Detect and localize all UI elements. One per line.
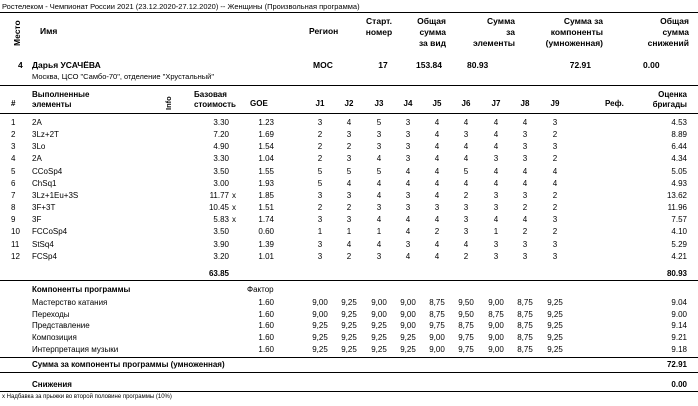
element-num: 5: [11, 166, 16, 176]
component-name: Композиция: [32, 333, 77, 343]
component-name: Мастерство катания: [32, 298, 108, 307]
element-panel-score: 8.89: [671, 130, 687, 140]
component-judge-score: 8,75: [517, 298, 533, 307]
judge-score: 4: [434, 142, 440, 152]
total-segment-header: Общая сумма за вид: [417, 16, 446, 48]
judge-score: 4: [376, 215, 382, 225]
component-score: 9.14: [671, 321, 687, 331]
judge-score: 1: [493, 227, 499, 237]
judge-score: 4: [522, 215, 528, 225]
table-row: [0, 191, 698, 202]
elements-total-header: Сумма за элементы: [473, 16, 515, 48]
element-num: 11: [11, 239, 20, 249]
judge-score: 4: [434, 239, 440, 249]
judge-score: 3: [317, 190, 323, 200]
judge-score: 4: [463, 178, 469, 188]
component-judge-score: 9,00: [400, 321, 416, 331]
ref-header: Реф.: [605, 99, 624, 108]
component-judge-score: 9,00: [400, 309, 416, 319]
component-judge-score: 9,50: [458, 298, 474, 307]
component-judge-score: 9,00: [429, 333, 445, 343]
component-judge-score: 9,00: [312, 298, 328, 307]
table-row: [0, 227, 698, 238]
judge-score: 4: [376, 239, 382, 249]
judge-score: 4: [493, 130, 499, 140]
component-judge-score: 9,25: [547, 321, 563, 331]
component-row: [0, 298, 698, 309]
element-num: 4: [11, 154, 16, 164]
element-panel-score: 6.44: [671, 142, 687, 152]
element-goe: 1.04: [258, 154, 274, 164]
judge-score: 2: [463, 251, 469, 261]
judge-header: J5: [432, 99, 442, 108]
element-code: StSq4: [32, 239, 54, 249]
component-judge-score: 9,75: [458, 344, 474, 354]
judge-score: 3: [463, 203, 469, 213]
judge-score: 4: [376, 154, 382, 164]
skater-rank: 4: [18, 60, 23, 70]
judge-score: 2: [346, 203, 352, 213]
judge-score: 4: [434, 154, 440, 164]
element-panel-score: 4.53: [671, 118, 687, 127]
judge-score: 3: [405, 130, 411, 140]
component-score: 9.18: [671, 344, 687, 354]
region-header: Регион: [309, 26, 339, 36]
judge-score: 1: [376, 227, 382, 237]
component-judge-score: 8,75: [517, 344, 533, 354]
judge-score: 3: [434, 203, 440, 213]
skater-start-number: 17: [378, 60, 388, 70]
judge-score: 3: [493, 154, 499, 164]
element-panel-score: 4.93: [671, 178, 687, 188]
component-judge-score: 9,00: [488, 344, 504, 354]
component-score: 9.04: [671, 298, 687, 307]
judge-score: 4: [493, 142, 499, 152]
element-num: 3: [11, 142, 16, 152]
judge-score: 3: [522, 239, 528, 249]
judge-score: 3: [317, 118, 323, 127]
judge-header: J2: [344, 99, 354, 108]
judge-score: 3: [522, 142, 528, 152]
divider: [0, 372, 698, 373]
judge-score: 5: [463, 166, 469, 176]
element-goe: 1.01: [258, 251, 274, 261]
table-row: [0, 203, 698, 214]
skater-name: Дарья УСАЧЁВА: [32, 60, 101, 70]
judge-score: 3: [376, 203, 382, 213]
component-judge-score: 9,25: [547, 344, 563, 354]
element-goe: 1.39: [258, 239, 274, 249]
judge-score: 3: [522, 251, 528, 261]
judge-score: 2: [552, 154, 558, 164]
element-code: 3Lo: [32, 142, 46, 152]
component-judge-score: 9,00: [488, 298, 504, 307]
element-goe: 1.93: [258, 178, 274, 188]
element-panel-score: 4.34: [671, 154, 687, 164]
component-judge-score: 9,25: [371, 344, 387, 354]
component-name: Переходы: [32, 309, 70, 319]
judge-score: 2: [552, 203, 558, 213]
skater-region: МОС: [313, 60, 333, 70]
base-value-header: Базовая стоимость: [194, 90, 236, 109]
element-code: 3F+3T: [32, 203, 56, 213]
component-judge-score: 9,25: [312, 321, 328, 331]
elements-score-total: 80.93: [666, 269, 687, 278]
factor-header: Фактор: [247, 285, 274, 294]
judge-score: 4: [493, 215, 499, 225]
component-judge-score: 8,75: [517, 333, 533, 343]
component-score: 9.21: [671, 333, 687, 343]
component-judge-score: 9,25: [341, 298, 357, 307]
judge-score: 5: [317, 166, 323, 176]
skater-club: Москва, ЦСО "Самбо-70", отделение "Хрустальный": [32, 72, 215, 81]
element-base-value: 7.20: [213, 130, 229, 140]
table-row: [0, 240, 698, 251]
component-score: 9.00: [671, 309, 687, 319]
judge-score: 4: [346, 178, 352, 188]
judge-score: 4: [463, 142, 469, 152]
judge-score: 3: [522, 130, 528, 140]
component-factor: 1.60: [258, 298, 274, 307]
element-goe: 1.69: [258, 130, 274, 140]
judge-score: 4: [405, 251, 411, 261]
divider: [0, 113, 698, 114]
table-row: [0, 252, 698, 263]
table-row: [0, 142, 698, 153]
name-header: Имя: [40, 26, 58, 36]
judge-score: 2: [434, 227, 440, 237]
total-element-score: 80.93: [467, 60, 489, 70]
component-judge-score: 9,00: [429, 344, 445, 354]
deductions-total-header: Общая сумма снижений: [647, 16, 689, 48]
component-judge-score: 9,25: [312, 333, 328, 343]
judge-score: 3: [552, 239, 558, 249]
component-judge-score: 9,00: [488, 333, 504, 343]
judge-score: 4: [434, 251, 440, 261]
judge-score: 3: [493, 251, 499, 261]
judge-score: 4: [434, 118, 440, 127]
judge-score: 3: [493, 190, 499, 200]
element-panel-score: 13.62: [666, 190, 687, 200]
total-segment-score: 153.84: [416, 60, 442, 70]
judge-score: 4: [434, 166, 440, 176]
judge-score: 2: [317, 203, 323, 213]
element-panel-score: 7.57: [671, 215, 687, 225]
judge-score: 1: [317, 227, 323, 237]
judge-score: 4: [434, 215, 440, 225]
judge-header: J8: [520, 99, 530, 108]
component-row: [0, 345, 698, 356]
judge-score: 4: [434, 130, 440, 140]
judge-score: 3: [522, 154, 528, 164]
element-goe: 1.85: [258, 190, 274, 200]
components-total-header: Сумма за компоненты (умноженная): [545, 16, 603, 48]
element-base-value: 3.00: [213, 178, 229, 188]
judge-header: J4: [403, 99, 413, 108]
judge-score: 3: [552, 142, 558, 152]
judge-score: 1: [346, 227, 352, 237]
judge-score: 5: [346, 166, 352, 176]
element-bonus-mark: x: [232, 203, 236, 213]
table-row: [0, 179, 698, 190]
judge-score: 3: [463, 130, 469, 140]
element-code: ChSq1: [32, 178, 57, 188]
component-judge-score: 9,25: [400, 344, 416, 354]
component-judge-score: 9,25: [341, 321, 357, 331]
element-base-value: 3.50: [213, 227, 229, 237]
judge-score: 3: [522, 190, 528, 200]
judge-score: 2: [346, 142, 352, 152]
judge-header: J3: [374, 99, 384, 108]
components-total: 72.91: [666, 360, 687, 369]
rank-header: Место: [12, 20, 22, 46]
component-row: [0, 333, 698, 344]
component-judge-score: 8,75: [517, 321, 533, 331]
component-name: Интерпретация музыки: [32, 344, 119, 354]
divider: [0, 357, 698, 358]
component-judge-score: 9,25: [341, 333, 357, 343]
element-goe: 0.60: [258, 227, 274, 237]
element-panel-score: 5.29: [671, 239, 687, 249]
judge-header: J9: [550, 99, 560, 108]
judge-score: 3: [463, 215, 469, 225]
table-row: [0, 130, 698, 141]
judge-header: J6: [461, 99, 471, 108]
judge-score: 4: [522, 166, 528, 176]
judge-score: 3: [493, 203, 499, 213]
judge-score: 3: [493, 239, 499, 249]
component-name: Представление: [32, 321, 90, 331]
component-judge-score: 9,25: [547, 298, 563, 307]
judge-score: 4: [522, 178, 528, 188]
judge-score: 2: [317, 154, 323, 164]
total-component-score: 72.91: [569, 60, 591, 70]
judge-score: 4: [346, 118, 352, 127]
component-factor: 1.60: [258, 321, 274, 331]
element-code: 3F: [32, 215, 42, 225]
element-header: Выполненные элементы: [32, 90, 90, 109]
judge-score: 3: [405, 239, 411, 249]
element-num: 2: [11, 130, 16, 140]
judge-score: 4: [493, 166, 499, 176]
judge-score: 2: [522, 227, 528, 237]
judge-score: 3: [376, 130, 382, 140]
judge-score: 4: [405, 227, 411, 237]
component-judge-score: 8,75: [429, 298, 445, 307]
judge-score: 4: [552, 178, 558, 188]
event-header: Ростелеком - Чемпионат России 2021 (23.12.2020-27.12.2020) -- Женщины (Произвольная программа): [2, 2, 360, 11]
judge-score: 2: [317, 142, 323, 152]
judge-score: 3: [317, 239, 323, 249]
element-num: 8: [11, 203, 16, 213]
judge-score: 4: [405, 166, 411, 176]
element-num: 7: [11, 190, 16, 200]
judge-score: 4: [493, 118, 499, 127]
judge-score: 5: [376, 166, 382, 176]
element-panel-score: 5.05: [671, 166, 687, 176]
table-row: [0, 118, 698, 129]
judge-score: 3: [405, 203, 411, 213]
component-judge-score: 9,00: [488, 321, 504, 331]
start-number-header: Старт. номер: [365, 16, 393, 37]
judge-score: 3: [346, 190, 352, 200]
judge-score: 4: [434, 178, 440, 188]
element-code: FCCoSp4: [32, 227, 68, 237]
footnote: x Надбавка за прыжки во второй половине программы (10%): [2, 394, 172, 400]
judge-score: 2: [552, 130, 558, 140]
judge-score: 3: [346, 130, 352, 140]
judge-score: 2: [463, 190, 469, 200]
component-judge-score: 9,25: [341, 344, 357, 354]
judge-score: 2: [317, 130, 323, 140]
divider: [0, 12, 698, 13]
component-factor: 1.60: [258, 309, 274, 319]
element-base-value: 3.50: [213, 166, 229, 176]
judge-score: 4: [346, 239, 352, 249]
component-judge-score: 9,00: [312, 309, 328, 319]
element-code: 2A: [32, 154, 42, 164]
components-total-label: Сумма за компоненты программы (умноженная): [32, 360, 225, 369]
element-base-value: 11.77: [209, 190, 229, 200]
judge-score: 3: [376, 142, 382, 152]
component-judge-score: 9,00: [371, 298, 387, 307]
element-base-value: 10.45: [208, 203, 229, 213]
component-judge-score: 9,25: [371, 321, 387, 331]
element-goe: 1.54: [258, 142, 274, 152]
table-row: [0, 167, 698, 178]
divider: [0, 280, 698, 281]
component-row: [0, 321, 698, 332]
divider: [0, 391, 698, 392]
judge-score: 4: [376, 190, 382, 200]
judge-header: J7: [491, 99, 501, 108]
judge-score: 3: [405, 118, 411, 127]
judge-score: 4: [463, 118, 469, 127]
component-judge-score: 9,00: [400, 298, 416, 307]
component-judge-score: 9,25: [547, 333, 563, 343]
judge-score: 2: [552, 190, 558, 200]
element-bonus-mark: x: [232, 215, 236, 225]
components-header: Компоненты программы: [32, 285, 131, 294]
component-judge-score: 8,75: [429, 309, 445, 319]
element-goe: 1.23: [258, 118, 274, 127]
judge-score: 4: [522, 118, 528, 127]
element-goe: 1.74: [258, 215, 274, 225]
element-base-value: 4.90: [213, 142, 229, 152]
element-base-value: 3.90: [213, 239, 229, 249]
judge-score: 4: [376, 178, 382, 188]
element-base-value: 5.83: [213, 215, 229, 225]
info-header: Info: [164, 96, 173, 110]
judge-score: 3: [376, 251, 382, 261]
divider: [0, 85, 698, 86]
element-base-value: 3.30: [213, 118, 229, 127]
component-factor: 1.60: [258, 333, 274, 343]
component-judge-score: 8,75: [488, 309, 504, 319]
component-judge-score: 9,50: [458, 309, 474, 319]
panel-score-header: Оценка бригады: [652, 90, 687, 109]
deductions-value: 0.00: [671, 380, 687, 389]
element-code: 3Lz+2T: [32, 130, 59, 140]
table-row: [0, 215, 698, 226]
judge-score: 3: [405, 154, 411, 164]
element-code: 3Lz+1Eu+3S: [32, 190, 79, 200]
component-judge-score: 8,75: [458, 321, 474, 331]
element-num: 10: [11, 227, 20, 237]
judge-score: 3: [317, 215, 323, 225]
element-code: CCoSp4: [32, 166, 63, 176]
element-bonus-mark: x: [232, 190, 236, 200]
judge-score: 4: [463, 239, 469, 249]
element-code: FCSp4: [32, 251, 57, 261]
judge-score: 3: [317, 251, 323, 261]
goe-header: GOE: [250, 99, 268, 108]
judge-score: 4: [434, 190, 440, 200]
judge-score: 3: [346, 215, 352, 225]
judge-score: 4: [405, 178, 411, 188]
deductions-label: Снижения: [32, 380, 72, 389]
judge-score: 3: [552, 251, 558, 261]
judge-score: 4: [463, 154, 469, 164]
judge-score: 4: [552, 166, 558, 176]
judge-score: 3: [405, 142, 411, 152]
element-base-value: 3.20: [213, 251, 229, 261]
component-judge-score: 9,00: [371, 309, 387, 319]
num-header: #: [11, 99, 16, 108]
component-judge-score: 9,25: [547, 309, 563, 319]
component-judge-score: 9,25: [371, 333, 387, 343]
judge-score: 5: [317, 178, 323, 188]
element-num: 1: [11, 118, 16, 127]
judge-header: J1: [315, 99, 325, 108]
component-judge-score: 9,25: [341, 309, 357, 319]
component-judge-score: 9,25: [400, 333, 416, 343]
judge-score: 3: [552, 118, 558, 127]
component-row: [0, 310, 698, 321]
element-goe: 1.55: [258, 166, 274, 176]
component-judge-score: 9,75: [458, 333, 474, 343]
element-code: 2A: [32, 118, 42, 127]
element-num: 6: [11, 178, 16, 188]
table-row: [0, 154, 698, 165]
component-judge-score: 8,75: [517, 309, 533, 319]
judge-score: 2: [552, 227, 558, 237]
element-num: 9: [11, 215, 16, 225]
judge-score: 4: [493, 178, 499, 188]
element-num: 12: [11, 251, 20, 261]
element-panel-score: 4.21: [671, 251, 687, 261]
element-panel-score: 11.96: [667, 203, 687, 213]
judge-score: 3: [552, 215, 558, 225]
judge-score: 5: [376, 118, 382, 127]
element-goe: 1.51: [258, 203, 274, 213]
judge-score: 2: [346, 251, 352, 261]
judge-score: 2: [522, 203, 528, 213]
elements-base-total: 63.85: [208, 269, 229, 278]
judge-score: 3: [346, 154, 352, 164]
component-judge-score: 9,75: [429, 321, 445, 331]
component-factor: 1.60: [258, 344, 274, 354]
element-panel-score: 4.10: [671, 227, 687, 237]
judge-score: 3: [463, 227, 469, 237]
judge-score: 3: [405, 190, 411, 200]
component-judge-score: 9,25: [312, 344, 328, 354]
element-base-value: 3.30: [213, 154, 229, 164]
total-deductions: 0.00: [643, 60, 660, 70]
judge-score: 4: [405, 215, 411, 225]
